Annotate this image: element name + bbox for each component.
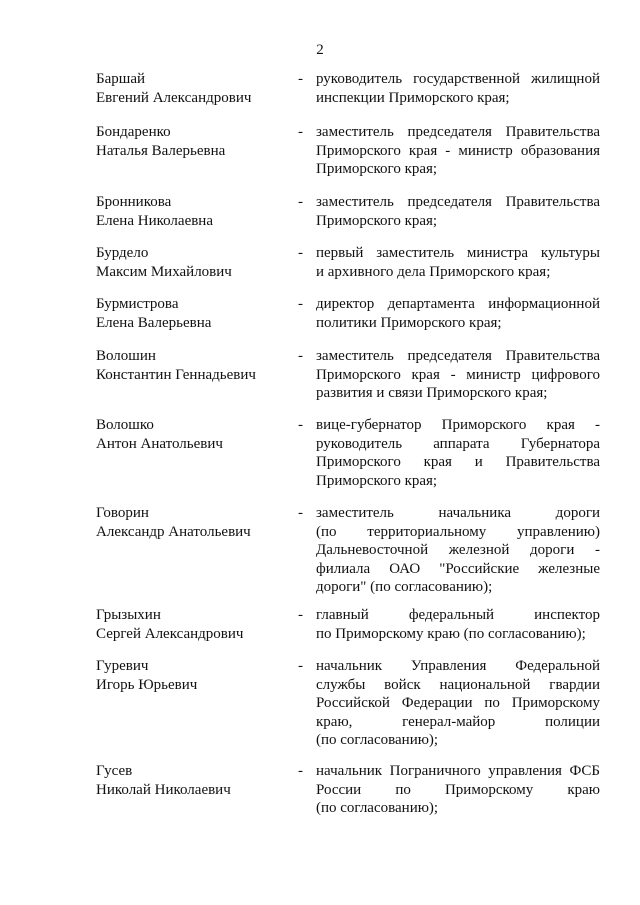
separator-dash: - (298, 71, 303, 87)
role-line: Российской Федерации по Приморскому (316, 695, 600, 711)
role-line: главный федеральный инспектор (316, 607, 600, 623)
role-line: заместитель председателя Правительства (316, 124, 600, 140)
role-line: (по территориальному управлению) (316, 523, 600, 540)
surname: Бондаренко (96, 124, 171, 140)
given-names: Елена Николаевна (96, 212, 213, 229)
separator-dash: - (298, 607, 303, 623)
person-name (96, 416, 286, 453)
role-line: Приморского края и Правительства (316, 454, 600, 470)
role-line: дороги" (по согласованию); (316, 579, 493, 595)
surname: Бронникова (96, 194, 172, 210)
position-description (316, 193, 600, 230)
person-name (96, 606, 286, 643)
surname: Гусев (96, 763, 133, 779)
surname: Говорин (96, 505, 149, 521)
role-line: заместитель начальника дороги (316, 505, 600, 521)
separator-dash: - (298, 194, 303, 210)
page-number: 2 (316, 42, 324, 58)
role-line: России по Приморскому краю (316, 781, 600, 798)
surname: Бурдело (96, 245, 149, 261)
role-line: краю, генерал-майор полиции (316, 713, 600, 730)
position-description (316, 762, 600, 818)
position-description (316, 504, 600, 597)
separator-dash: - (298, 658, 303, 674)
separator-dash: - (298, 505, 303, 521)
role-line: руководитель аппарата Губернатора (316, 435, 600, 452)
person-name (96, 244, 286, 281)
separator-dash: - (298, 417, 303, 433)
given-names: Евгений Александрович (96, 89, 252, 106)
separator-dash: - (298, 296, 303, 312)
role-line: первый заместитель министра культуры (316, 245, 600, 261)
role-line: (по согласованию); (316, 732, 439, 748)
role-line: Приморского края - министр образования (316, 142, 600, 159)
surname: Гуревич (96, 658, 149, 674)
separator-dash: - (298, 763, 303, 779)
given-names: Наталья Валерьевна (96, 142, 226, 159)
separator-dash: - (298, 245, 303, 261)
surname: Грызыхин (96, 607, 161, 623)
position-description (316, 70, 600, 107)
person-name (96, 193, 286, 230)
role-line: заместитель председателя Правительства (316, 194, 600, 210)
role-line: Приморского края; (316, 472, 438, 489)
person-name (96, 70, 286, 107)
role-line: директор департамента информационной (316, 296, 600, 312)
role-line: (по согласованию); (316, 800, 439, 816)
role-line: инспекции Приморского края; (316, 89, 510, 106)
role-line: развития и связи Приморского края; (316, 385, 548, 401)
position-description (316, 244, 600, 281)
role-line: и архивного дела Приморского края; (316, 263, 551, 280)
role-line: политики Приморского края; (316, 314, 502, 331)
person-name (96, 657, 286, 694)
person-name (96, 504, 286, 541)
given-names: Сергей Александрович (96, 625, 244, 642)
role-line: Приморского края - министр цифрового (316, 366, 600, 383)
position-description (316, 657, 600, 750)
person-name (96, 762, 286, 799)
given-names: Николай Николаевич (96, 781, 231, 798)
role-line: службы войск национальной гвардии (316, 676, 600, 693)
role-line: руководитель государственной жилищной (316, 71, 600, 87)
position-description (316, 347, 600, 403)
position-description (316, 606, 600, 643)
person-name (96, 295, 286, 332)
person-name (96, 347, 286, 384)
given-names: Константин Геннадьевич (96, 366, 256, 383)
surname: Бурмистрова (96, 296, 179, 312)
position-description (316, 295, 600, 332)
surname: Волошин (96, 348, 156, 364)
surname: Волошко (96, 417, 154, 433)
given-names: Елена Валерьевна (96, 314, 212, 331)
given-names: Максим Михайлович (96, 263, 232, 280)
separator-dash: - (298, 124, 303, 140)
surname: Баршай (96, 71, 146, 87)
role-line: Дальневосточной железной дороги - (316, 542, 600, 558)
role-line: вице-губернатор Приморского края - (316, 417, 600, 433)
separator-dash: - (298, 348, 303, 364)
position-description (316, 416, 600, 490)
given-names: Игорь Юрьевич (96, 676, 198, 693)
role-line: начальник Управления Федеральной (316, 658, 600, 674)
position-description (316, 123, 600, 179)
role-line: по Приморскому краю (по согласованию); (316, 625, 586, 642)
role-line: филиала ОАО "Российские железные (316, 560, 600, 577)
role-line: заместитель председателя Правительства (316, 348, 600, 364)
given-names: Александр Анатольевич (96, 523, 251, 540)
given-names: Антон Анатольевич (96, 435, 223, 452)
role-line: Приморского края; (316, 212, 438, 229)
person-name (96, 123, 286, 160)
role-line: начальник Пограничного управления ФСБ (316, 763, 600, 779)
role-line: Приморского края; (316, 161, 438, 177)
